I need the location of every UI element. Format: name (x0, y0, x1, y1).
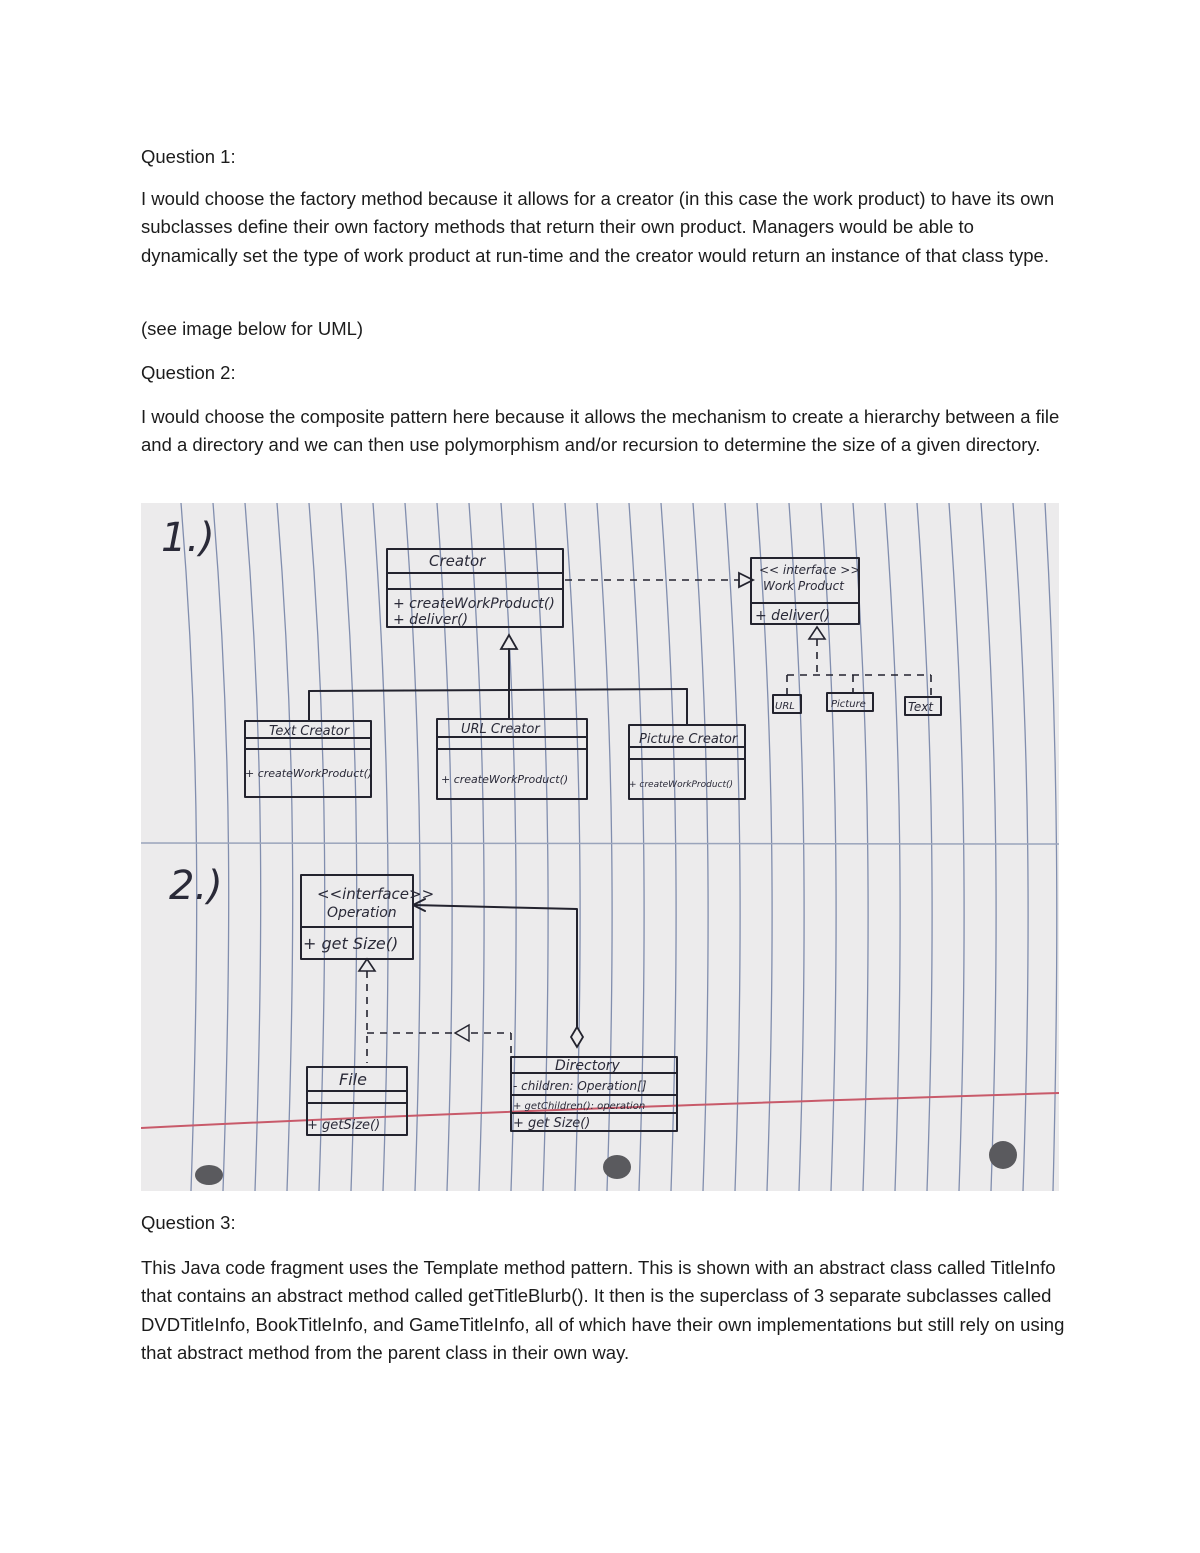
creator-method-deliver: + deliver() (393, 612, 469, 628)
text-creator-method: + createWorkProduct() (245, 767, 373, 780)
question-1-heading: Question 1: (141, 146, 236, 167)
diagram-2-label: 2.) (169, 863, 223, 909)
directory-method-children: + getChildren(): operation (513, 1101, 646, 1112)
text-creator-name: Text Creator (269, 724, 350, 739)
question-2-answer: I would choose the composite pattern here because it allows the mechanism to create a hierarchy between a file and a directory and we can then use polymorphism and/or recursion to determine the size of a given directory. (141, 406, 1060, 456)
picture-creator-method: + createWorkProduct() (629, 780, 734, 790)
product-picture: Picture (831, 699, 866, 710)
question-3-answer: This Java code fragment uses the Template method pattern. This is shown with an abstract class called TitleInfo that contains an abstract method called getTitleBlurb(). It then is the superclass of 3 separate subclasses called DVDTitleInfo, BookTitleInfo, and GameTitleInfo, all of which have their own implementations but still rely on using that abstract method from the parent class in their own way. (141, 1257, 1065, 1363)
url-creator-method: + createWorkProduct() (441, 773, 569, 786)
interface-method: + deliver() (755, 608, 831, 624)
operation-stereotype: <<interface>> (317, 885, 435, 903)
operation-name: Operation (327, 905, 397, 921)
creator-method-create: + createWorkProduct() (393, 596, 555, 612)
diagram-1-label: 1.) (161, 515, 215, 561)
file-method: + getSize() (307, 1118, 381, 1133)
creator-name: Creator (429, 552, 486, 570)
uml-photo (141, 503, 1059, 1191)
question-3-heading: Question 3: (141, 1212, 236, 1233)
uml-note: (see image below for UML) (141, 318, 364, 339)
question-2-heading: Question 2: (141, 362, 236, 383)
interface-name: Work Product (763, 579, 844, 593)
picture-creator-name: Picture Creator (639, 732, 738, 747)
directory-name: Directory (555, 1058, 620, 1074)
file-name: File (339, 1070, 367, 1089)
product-text: Text (908, 700, 934, 714)
question-1-answer: I would choose the factory method because it allows for a creator (in this case the work product) to have its own subclasses define their own factory methods that return their own product. Managers would be able to dynamically set the type of work product at run-time and the creator would return an instance of that class type. (141, 188, 1055, 266)
interface-stereotype: << interface >> (759, 563, 861, 577)
product-url: URL (775, 701, 795, 712)
directory-attribute: - children: Operation[] (513, 1079, 647, 1093)
operation-method: + get Size() (303, 934, 399, 953)
directory-method-size: + get Size() (513, 1116, 591, 1131)
url-creator-name: URL Creator (461, 722, 540, 737)
